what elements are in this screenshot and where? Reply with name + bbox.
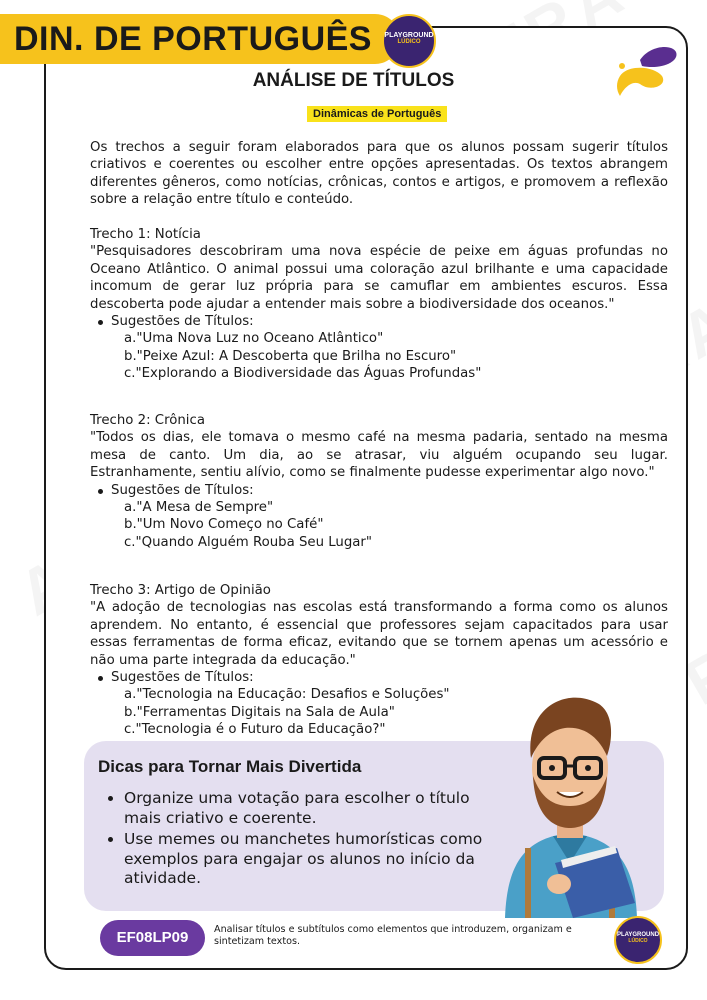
title-option: a."Tecnologia na Educação: Desafios e Soluções"	[124, 687, 450, 703]
title-option: c."Quando Alguém Rouba Seu Lugar"	[124, 534, 373, 550]
excerpt-2	[90, 412, 668, 551]
logo-subtext: LÚDICO	[397, 39, 421, 45]
playground-logo	[382, 14, 436, 68]
title-option: b."Ferramentas Digitais na Sala de Aula"	[124, 704, 395, 720]
title-option: a."Uma Nova Luz no Oceano Atlântico"	[124, 331, 384, 347]
logo-subtext: LÚDICO	[628, 938, 648, 944]
bncc-description: Analisar títulos e subtítulos como elementos que introduzem, organizam e sintetizam textos.	[214, 924, 572, 947]
excerpt-1	[90, 226, 668, 383]
intro-paragraph: Os trechos a seguir foram elaborados para que os alunos possam sugerir títulos criativos e coerentes ou escolher entre opções apresentadas. Os textos abrangem diferentes gêneros, como notícias, crônicas, contos e artigos, e promovem a reflexão sobre a relação entre título e conteúdo.	[90, 140, 668, 208]
logo-text: PLAYGROUND	[384, 32, 434, 39]
suggestions-label: Sugestões de Títulos:	[98, 313, 668, 330]
tip-item: • Organize uma votação para escolher o título mais criativo e coerente.	[124, 789, 484, 828]
excerpt-text: "A adoção de tecnologias nas escolas está transformando a forma como os alunos aprendem. No entanto, é essencial que professores sejam capacitados para usar essas ferramentas de forma eficaz, evitando que se tornem apenas um acessório e não uma parte integrada da educação."	[90, 600, 668, 668]
tip-item: • Use memes ou manchetes humorísticas como exemplos para engajar os alunos no início da atividade.	[124, 830, 484, 889]
logo-text: PLAYGROUND	[616, 932, 660, 938]
excerpt-heading: Trecho 2: Crônica	[90, 413, 205, 428]
title-option: b."Um Novo Começo no Café"	[124, 517, 324, 533]
excerpt-text: "Todos os dias, ele tomava o mesmo café na mesma padaria, sentado na mesma mesa de canto. Um dia, ao se atrasar, viu alguém ocupando seu lugar. Estranhamente, sentiu alívio, como se finalmente pudesse experimentar algo novo."	[90, 430, 668, 481]
excerpt-heading: Trecho 3: Artigo de Opinião	[90, 583, 271, 598]
document-title: ANÁLISE DE TÍTULOS	[252, 70, 455, 91]
page-header-title: DIN. DE PORTUGUÊS	[14, 20, 372, 58]
teacher-illustration	[495, 688, 645, 918]
bncc-code-badge: EF08LP09	[100, 920, 205, 956]
suggestions-label: Sugestões de Títulos:	[98, 669, 668, 686]
category-tag: Dinâmicas de Português	[307, 106, 447, 122]
excerpt-text: "Pesquisadores descobriram uma nova espécie de peixe em águas profundas no Oceano Atlântico. O animal possui uma coloração azul brilhante e uma capacidade incomum de gerar luz própria para se camuflar em ambientes escuros. Essa descoberta pode ajudar a entender mais sobre a biodiversidade dos oceanos."	[90, 244, 668, 312]
tips-title: Dicas para Tornar Mais Divertida	[98, 757, 362, 776]
tips-list	[100, 789, 484, 891]
playground-logo-footer	[614, 916, 662, 964]
title-option: c."Tecnologia é o Futuro da Educação?"	[124, 722, 386, 738]
title-option: c."Explorando a Biodiversidade das Águas Profundas"	[124, 366, 482, 382]
title-option: a."A Mesa de Sempre"	[124, 500, 274, 516]
suggestions-label: Sugestões de Títulos:	[98, 482, 668, 499]
title-option: b."Peixe Azul: A Descoberta que Brilha no Escuro"	[124, 348, 457, 364]
excerpt-heading: Trecho 1: Notícia	[90, 227, 201, 242]
